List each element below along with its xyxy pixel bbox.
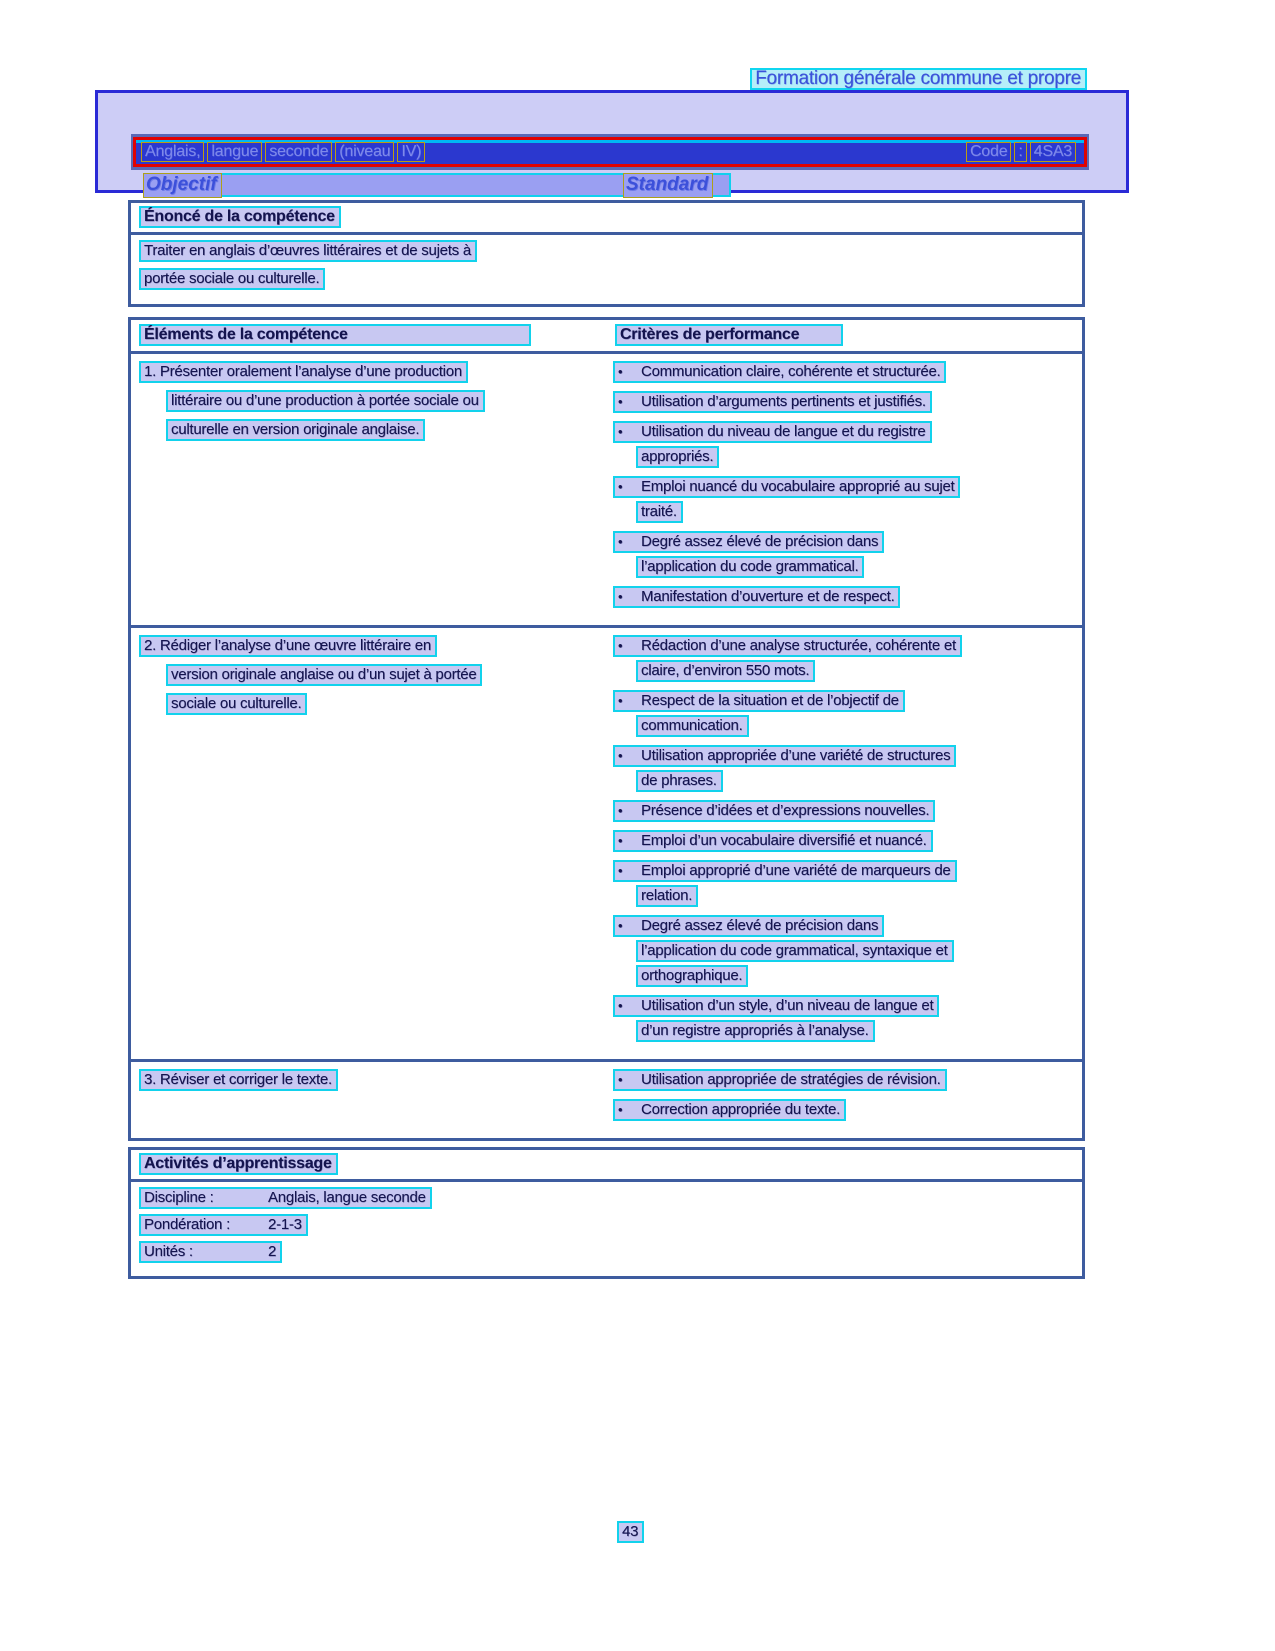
- criterion-line: [613, 586, 1078, 608]
- bullet-icon: •: [618, 918, 623, 933]
- banner-code-word: :: [1014, 142, 1026, 162]
- text-line-highlight: sociale ou culturelle.: [166, 693, 307, 715]
- bullet-icon: •: [618, 1072, 623, 1087]
- element-line: [139, 361, 601, 383]
- element-line: [139, 635, 601, 657]
- criterion: [613, 745, 1078, 792]
- enonce-line: [139, 268, 1082, 290]
- bullet-icon: •: [618, 998, 623, 1013]
- text-line-highlight: • Emploi d’un vocabulaire diversifié et nuancé.: [613, 830, 933, 852]
- criterion-line: [636, 446, 1078, 468]
- standard-label: Standard: [623, 173, 713, 198]
- criterion: [613, 1099, 1078, 1121]
- activity-line: [139, 1214, 1082, 1236]
- criterion: [613, 800, 1078, 822]
- bullet-icon: •: [618, 424, 623, 439]
- title-block: [95, 90, 1129, 193]
- criterion-line: [613, 476, 1078, 498]
- element-cell: [131, 1062, 605, 1138]
- element-line: [166, 664, 601, 686]
- criteria-cell: [605, 628, 1082, 1059]
- text-line-highlight: • Présence d’idées et d’expressions nouvelles.: [613, 800, 935, 822]
- criterion-line: [613, 830, 1078, 852]
- competences-table: [128, 317, 1085, 1141]
- criteres-column-header: Critères de performance: [615, 324, 843, 346]
- activity-label: Pondération :: [144, 1216, 230, 1233]
- criterion-line: [613, 1069, 1078, 1091]
- element-line: [166, 390, 601, 412]
- text-line-highlight: • Utilisation appropriée d’une variété de structures: [613, 745, 956, 767]
- banner-code-word: 4SA3: [1030, 142, 1076, 162]
- element-cell: [131, 628, 605, 1059]
- competences-header-row: [131, 320, 1082, 354]
- bullet-icon: •: [618, 833, 623, 848]
- bullet-icon: •: [618, 803, 623, 818]
- criterion-line: [636, 940, 1078, 962]
- criterion-line: [636, 965, 1078, 987]
- criterion-line: [613, 531, 1078, 553]
- text-line-highlight: • Manifestation d’ouverture et de respect.: [613, 586, 900, 608]
- bullet-icon: •: [618, 748, 623, 763]
- criterion-line: [636, 885, 1078, 907]
- text-line-highlight: littéraire ou d’une production à portée sociale ou: [166, 390, 485, 412]
- text-line-highlight: relation.: [636, 885, 698, 907]
- banner-title-word: (niveau: [335, 142, 394, 162]
- bullet-icon: •: [618, 693, 623, 708]
- banner-title-word: seconde: [265, 142, 332, 162]
- banner-title-word: langue: [207, 142, 262, 162]
- text-line-highlight: 1. Présenter oralement l’analyse d’une production: [139, 361, 468, 383]
- elements-column-header: Éléments de la compétence: [139, 324, 531, 346]
- criterion-line: [636, 770, 1078, 792]
- activities-body: [131, 1182, 1082, 1276]
- text-line-highlight: • Utilisation d’arguments pertinents et justifiés.: [613, 391, 932, 413]
- bullet-icon: •: [618, 364, 623, 379]
- criterion: [613, 421, 1078, 468]
- criterion-line: [613, 361, 1078, 383]
- text-line-highlight: Traiter en anglais d’œuvres littéraires et de sujets à: [139, 240, 477, 262]
- text-line-highlight: portée sociale ou culturelle.: [139, 268, 325, 290]
- enonce-table: [128, 200, 1085, 307]
- bullet-icon: •: [618, 534, 623, 549]
- activities-table: [128, 1147, 1085, 1279]
- activity-value: 2-1-3: [268, 1216, 302, 1233]
- activity-label: Discipline :: [144, 1189, 214, 1206]
- competence-row: [131, 1062, 1082, 1138]
- criterion-line: [613, 391, 1078, 413]
- enonce-line: [139, 240, 1082, 262]
- text-line-highlight: [139, 1214, 308, 1236]
- course-banner-inner: [133, 137, 1087, 167]
- page-number-text: 43: [617, 1521, 644, 1543]
- criterion: [613, 1069, 1078, 1091]
- activity-line: [139, 1241, 1082, 1263]
- page-number: [617, 1521, 644, 1543]
- text-line-highlight: • Emploi approprié d’une variété de marqueurs de: [613, 860, 957, 882]
- enonce-header-row: [131, 203, 1082, 235]
- criterion: [613, 531, 1078, 578]
- criterion-line: [636, 715, 1078, 737]
- element-cell: [131, 354, 605, 625]
- text-line-highlight: • Utilisation du niveau de langue et du registre: [613, 421, 932, 443]
- text-line-highlight: orthographique.: [636, 965, 748, 987]
- criterion: [613, 860, 1078, 907]
- criterion: [613, 391, 1078, 413]
- text-line-highlight: • Utilisation d’un style, d’un niveau de langue et: [613, 995, 939, 1017]
- text-line-highlight: • Respect de la situation et de l’objectif de: [613, 690, 905, 712]
- criterion-line: [613, 690, 1078, 712]
- text-line-highlight: 2. Rédiger l’analyse d’une œuvre littéraire en: [139, 635, 437, 657]
- banner-code-words: [966, 142, 1079, 162]
- activity-label: Unités :: [144, 1243, 193, 1260]
- criterion: [613, 690, 1078, 737]
- doc-category-header-text: Formation générale commune et propre: [750, 68, 1087, 90]
- activities-header-row: [131, 1150, 1082, 1182]
- element-line: [166, 693, 601, 715]
- bullet-icon: •: [618, 394, 623, 409]
- tables-container: [128, 200, 1085, 1289]
- activities-header: Activités d’apprentissage: [139, 1153, 338, 1175]
- criterion: [613, 915, 1078, 987]
- criterion-line: [613, 995, 1078, 1017]
- text-line-highlight: d’un registre appropriés à l’analyse.: [636, 1020, 875, 1042]
- text-line-highlight: claire, d’environ 550 mots.: [636, 660, 815, 682]
- banner-title-words: [141, 142, 428, 162]
- course-banner: [131, 134, 1089, 170]
- criterion-line: [636, 1020, 1078, 1042]
- text-line-highlight: l’application du code grammatical, syntaxique et: [636, 940, 954, 962]
- criterion-line: [613, 915, 1078, 937]
- text-line-highlight: • Communication claire, cohérente et structurée.: [613, 361, 946, 383]
- main-rows: [131, 354, 1082, 1138]
- element-line: [166, 419, 601, 441]
- text-line-highlight: • Utilisation appropriée de stratégies de révision.: [613, 1069, 947, 1091]
- criterion-line: [613, 800, 1078, 822]
- text-line-highlight: culturelle en version originale anglaise.: [166, 419, 425, 441]
- element-line: [139, 1069, 601, 1091]
- objectif-label: Objectif: [143, 173, 222, 198]
- activity-value: Anglais, langue seconde: [268, 1189, 426, 1206]
- competence-row: [131, 628, 1082, 1062]
- text-line-highlight: traité.: [636, 501, 683, 523]
- criterion-line: [636, 556, 1078, 578]
- text-line-highlight: communication.: [636, 715, 749, 737]
- criterion-line: [636, 660, 1078, 682]
- criterion: [613, 995, 1078, 1042]
- text-line-highlight: 3. Réviser et corriger le texte.: [139, 1069, 338, 1091]
- bullet-icon: •: [618, 863, 623, 878]
- competence-row: [131, 354, 1082, 628]
- text-line-highlight: l’application du code grammatical.: [636, 556, 864, 578]
- criterion-line: [613, 635, 1078, 657]
- criterion: [613, 586, 1078, 608]
- text-line-highlight: • Rédaction d’une analyse structurée, cohérente et: [613, 635, 962, 657]
- text-line-highlight: • Degré assez élevé de précision dans: [613, 915, 884, 937]
- banner-code-word: Code: [966, 142, 1011, 162]
- activity-value: 2: [268, 1243, 277, 1260]
- text-line-highlight: de phrases.: [636, 770, 723, 792]
- objectif-standard-row: [143, 173, 731, 197]
- text-line-highlight: • Degré assez élevé de précision dans: [613, 531, 884, 553]
- bullet-icon: •: [618, 479, 623, 494]
- text-line-highlight: [139, 1187, 432, 1209]
- text-line-highlight: • Emploi nuancé du vocabulaire approprié au sujet: [613, 476, 960, 498]
- text-line-highlight: • Correction appropriée du texte.: [613, 1099, 846, 1121]
- criterion-line: [613, 1099, 1078, 1121]
- criterion: [613, 361, 1078, 383]
- bullet-icon: •: [618, 589, 623, 604]
- criterion-line: [636, 501, 1078, 523]
- enonce-body: [131, 235, 1082, 304]
- enonce-header: Énoncé de la compétence: [139, 206, 341, 228]
- criterion: [613, 635, 1078, 682]
- criterion-line: [613, 421, 1078, 443]
- bullet-icon: •: [618, 1102, 623, 1117]
- criteria-cell: [605, 354, 1082, 625]
- criteria-cell: [605, 1062, 1082, 1138]
- criterion: [613, 830, 1078, 852]
- activity-line: [139, 1187, 1082, 1209]
- bullet-icon: •: [618, 638, 623, 653]
- criterion-line: [613, 745, 1078, 767]
- text-line-highlight: [139, 1241, 282, 1263]
- banner-title-word: Anglais,: [141, 142, 204, 162]
- criterion: [613, 476, 1078, 523]
- doc-category-header: [750, 68, 1087, 90]
- banner-title-word: IV): [397, 142, 425, 162]
- text-line-highlight: version originale anglaise ou d’un sujet à portée: [166, 664, 482, 686]
- text-line-highlight: appropriés.: [636, 446, 719, 468]
- criterion-line: [613, 860, 1078, 882]
